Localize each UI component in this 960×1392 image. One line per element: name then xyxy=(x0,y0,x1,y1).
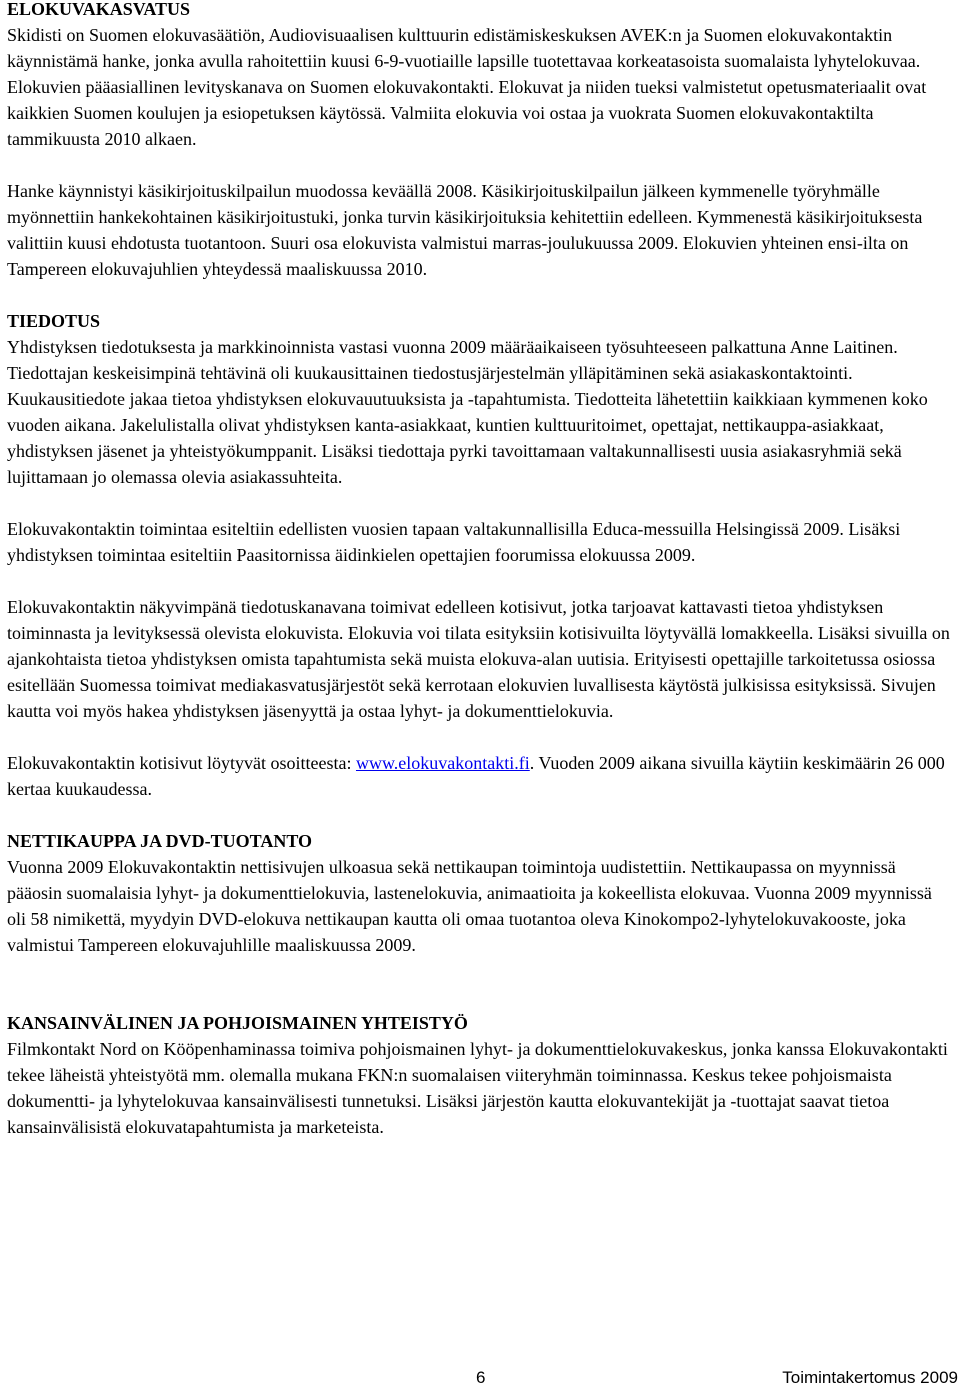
section-heading-nettikauppa: NETTIKAUPPA JA DVD-TUOTANTO xyxy=(7,831,313,851)
document-page xyxy=(7,0,953,1140)
paragraph-spacer xyxy=(7,490,953,516)
page-footer xyxy=(0,1368,960,1392)
paragraph-spacer xyxy=(7,568,953,594)
paragraph-kotisivut: Elokuvakontaktin näkyvimpänä tiedotuskanavana toimivat edelleen kotisivut, jotka tarjoavat kattavasti tietoa yhdistyksen toiminnasta ja levityksessä olevista elokuvista. Elokuvia voi tilata esityksiin kotisivuilta löytyvällä lomakkeella. Lisäksi sivuilla on ajankohtaista tietoa yhdistyksen omista tapahtumista sekä muista elokuva-alan uutisia. Erityisesti opettajille tarkoitetussa osiossa esitellään Suomessa toimivat mediakasvatusjärjestöt sekä kerrotaan elokuvien luvallisesta käytöstä julkisissa esityksissä. Sivujen kautta voi myös hakea yhdistyksen jäsenyyttä ja ostaa lyhyt- ja dokumenttielokuvia. xyxy=(7,597,950,721)
paragraph-spacer xyxy=(7,802,953,828)
section-heading-tiedotus: TIEDOTUS xyxy=(7,311,101,331)
paragraph-spacer xyxy=(7,152,953,178)
section-heading-elokuvakasvatus: ELOKUVAKASVATUS xyxy=(7,0,191,19)
page-number: 6 xyxy=(476,1368,486,1387)
paragraph-hanke: Hanke käynnistyi käsikirjoituskilpailun muodossa keväällä 2008. Käsikirjoituskilpailun jälkeen kymmenelle työryhmälle myönnettiin hankekohtainen käsikirjoitustuki, jonka turvin käsikirjoituksia kehitettiin edelleen. Kymmenestä käsikirjoituksesta valittiin kuusi ehdotusta tuotantoon. Suuri osa elokuvista valmistui marras-joulukuussa 2009. Elokuvien yhteinen ensi-ilta on Tampereen elokuvajuhlien yhteydessä maaliskuussa 2010. xyxy=(7,181,923,279)
paragraph-spacer xyxy=(7,282,953,308)
paragraph-website-stats xyxy=(7,750,953,802)
paragraph-spacer xyxy=(7,958,953,1010)
paragraph-tiedotus-intro: Yhdistyksen tiedotuksesta ja markkinoinnista vastasi vuonna 2009 määräaikaiseen työsuhteeseen palkattuna Anne Laitinen. Tiedottajan keskeisimpinä tehtävinä oli kuukausittainen tiedostusjärjestelmän ylläpitäminen sekä asiakaskontaktointi. Kuukausitiedote jakaa tietoa yhdistyksen elokuvauutuuksista ja -tapahtumista. Tiedotteita lähetettiin kaikkiaan kymmenen koko vuoden aikana. Jakelulistalla olivat yhdistyksen kanta-asiakkaat, kuntien kulttuuritoimet, opettajat, nettikauppa-asiakkaat, yhdistyksen jäsenet ja yhteistyökumppanit. Lisäksi tiedottaja pyrki tavoittamaan valtakunnallisesti uusia asiakasryhmiä sekä lujittamaan jo olemassa olevia asiakassuhteita. xyxy=(7,337,928,487)
section-heading-kansainvalinen: KANSAINVÄLINEN JA POHJOISMAINEN YHTEISTYÖ xyxy=(7,1013,468,1033)
paragraph-nettikauppa: Vuonna 2009 Elokuvakontaktin nettisivujen ulkoasua sekä nettikaupan toimintoja uudistettiin. Nettikaupassa on myynnissä pääosin suomalaisia lyhyt- ja dokumenttielokuvia, lastenelokuvia, animaatioita ja kokeellista elokuvaa. Vuonna 2009 myynnissä oli 58 nimikettä, myydyin DVD-elokuva nettikaupan kautta oli omaa tuotantoa oleva Kinokompo2-lyhytelokuvakooste, joka valmistui Tampereen elokuvajuhlille maaliskuussa 2009. xyxy=(7,857,932,955)
paragraph-filmkontakt-nord: Filmkontakt Nord on Kööpenhaminassa toimiva pohjoismainen lyhyt- ja dokumenttielokuvakeskus, jonka kanssa Elokuvakontakti tekee läheistä yhteistyötä mm. olemalla mukana FKN:n suomalaisen viiteryhmän toiminnassa. Keskus tekee pohjoismaista dokumentti- ja lyhytelokuvaa kansainvälisesti tunnetuksi. Lisäksi järjestön kautta elokuvantekijät ja -tuottajat saavat tietoa kansainvälisistä elokuvatapahtumista ja marketeista. xyxy=(7,1039,948,1137)
website-text-before: Elokuvakontaktin kotisivut löytyvät osoitteesta: xyxy=(7,753,356,773)
website-link[interactable]: www.elokuvakontakti.fi xyxy=(355,753,530,773)
paragraph-spacer xyxy=(7,724,953,750)
website-text-after: . Vuoden 2009 aikana sivuilla käytiin keskimäärin 26 000 kertaa kuukaudessa. xyxy=(7,753,945,799)
paragraph-educa-messut: Elokuvakontaktin toimintaa esiteltiin edellisten vuosien tapaan valtakunnallisilla Educa-messuilla Helsingissä 2009. Lisäksi yhdistyksen toimintaa esiteltiin Paasitornissa äidinkielen opettajien foorumissa elokuussa 2009. xyxy=(7,519,901,565)
paragraph-skidisti: Skidisti on Suomen elokuvasäätiön, Audiovisuaalisen kulttuurin edistämiskeskuksen AVEK:n ja Suomen elokuvakontaktin käynnistämä hanke, jonka avulla rahoitettiin kuusi 6-9-vuotiaille lapsille tuotettavaa korkeatasoista suomalaista lyhytelokuvaa. Elokuvien pääasiallinen levityskanava on Suomen elokuvakontakti. Elokuvat ja niiden tueksi valmistetut opetusmateriaalit ovat kaikkien Suomen koulujen ja esiopetuksen käytössä. Valmiita elokuvia voi ostaa ja vuokrata Suomen elokuvakontaktilta tammikuusta 2010 alkaen. xyxy=(7,25,927,149)
document-title: Toimintakertomus 2009 xyxy=(782,1368,958,1387)
